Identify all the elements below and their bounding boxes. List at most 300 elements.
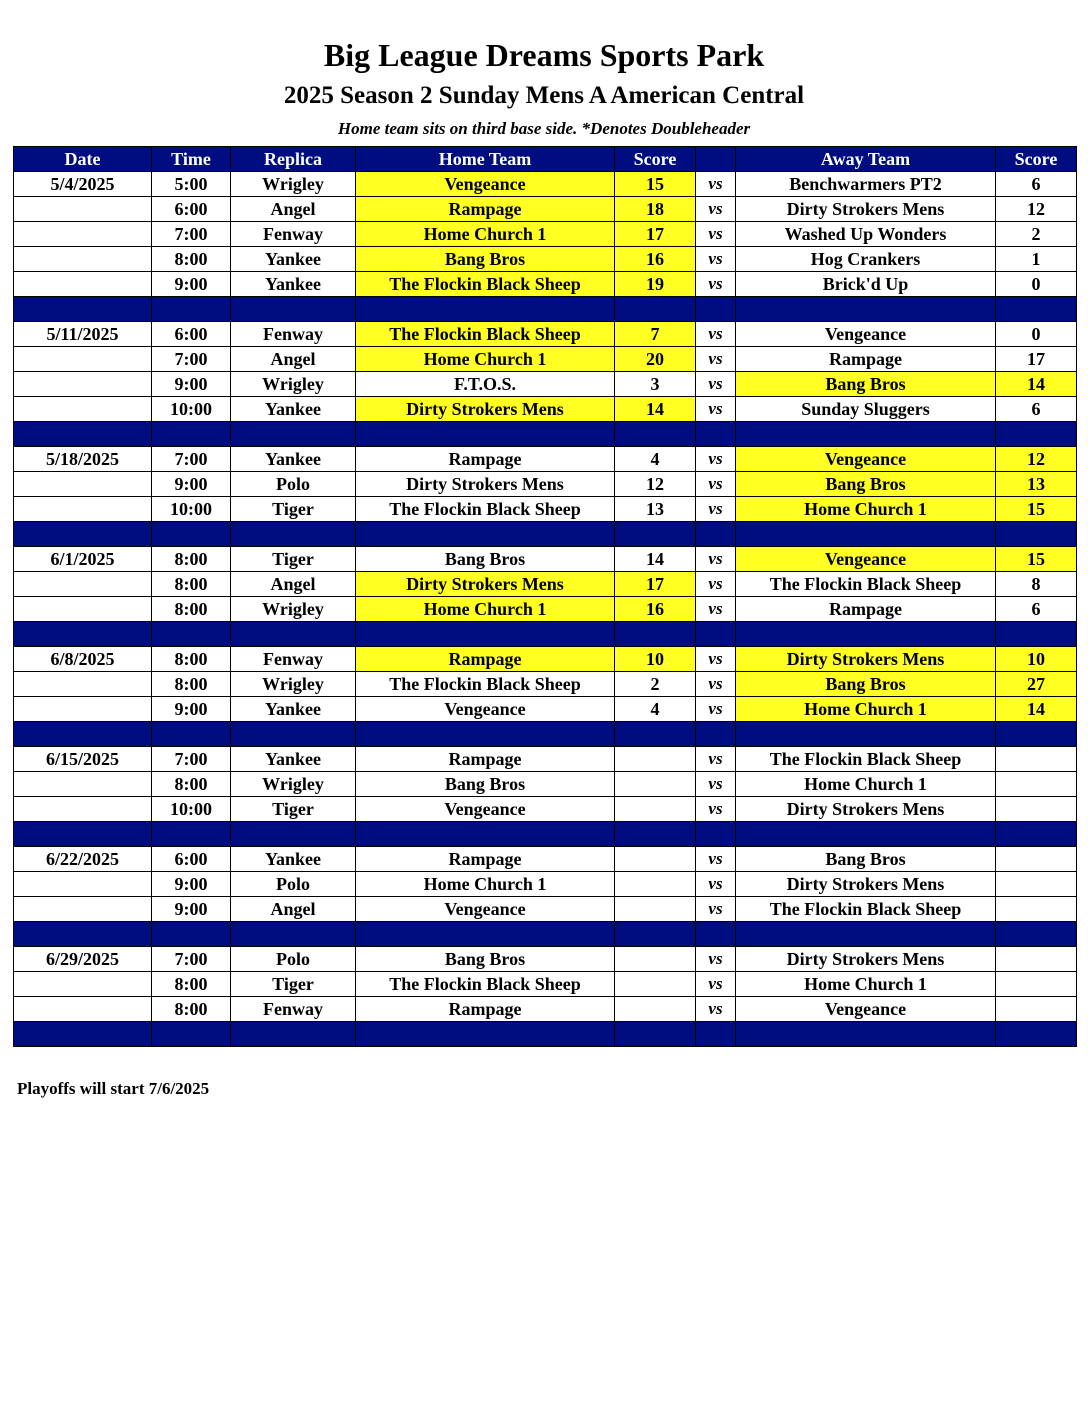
table-header-row [14, 147, 1077, 172]
date-cell [14, 572, 152, 597]
separator-cell [696, 622, 736, 647]
date-cell: 6/8/2025 [14, 647, 152, 672]
home-team-cell: Rampage [356, 747, 615, 772]
home-score-cell: 3 [615, 372, 696, 397]
home-team-cell: Dirty Strokers Mens [356, 572, 615, 597]
date-cell [14, 797, 152, 822]
date-cell: 5/11/2025 [14, 322, 152, 347]
column-header-home-team: Home Team [356, 147, 615, 172]
away-team-cell: Bang Bros [736, 372, 996, 397]
replica-cell: Yankee [231, 397, 356, 422]
home-score-cell: 14 [615, 397, 696, 422]
table-row [14, 547, 1077, 572]
table-row [14, 497, 1077, 522]
away-score-cell: 6 [996, 172, 1077, 197]
date-cell [14, 472, 152, 497]
vs-cell: vs [696, 697, 736, 722]
vs-cell: vs [696, 472, 736, 497]
away-score-cell: 14 [996, 372, 1077, 397]
table-row [14, 247, 1077, 272]
week-separator-row [14, 422, 1077, 447]
separator-cell [14, 922, 152, 947]
separator-cell [152, 622, 231, 647]
column-header-date: Date [14, 147, 152, 172]
week-separator-row [14, 922, 1077, 947]
separator-cell [996, 722, 1077, 747]
home-team-cell: Bang Bros [356, 547, 615, 572]
replica-cell: Tiger [231, 972, 356, 997]
away-score-cell: 27 [996, 672, 1077, 697]
separator-cell [152, 297, 231, 322]
table-row [14, 172, 1077, 197]
table-row [14, 397, 1077, 422]
away-team-cell: Bang Bros [736, 847, 996, 872]
table-row [14, 747, 1077, 772]
vs-cell: vs [696, 397, 736, 422]
separator-cell [356, 522, 615, 547]
column-header-away-score: Score [996, 147, 1077, 172]
separator-cell [696, 722, 736, 747]
separator-cell [615, 922, 696, 947]
away-score-cell [996, 947, 1077, 972]
away-score-cell: 17 [996, 347, 1077, 372]
replica-cell: Angel [231, 897, 356, 922]
separator-cell [14, 297, 152, 322]
separator-cell [696, 822, 736, 847]
home-team-cell: Rampage [356, 197, 615, 222]
separator-cell [996, 622, 1077, 647]
time-cell: 8:00 [152, 672, 231, 697]
date-cell [14, 897, 152, 922]
time-cell: 6:00 [152, 847, 231, 872]
date-cell [14, 972, 152, 997]
away-score-cell: 6 [996, 397, 1077, 422]
date-cell [14, 372, 152, 397]
separator-cell [152, 722, 231, 747]
date-cell [14, 247, 152, 272]
separator-cell [615, 422, 696, 447]
vs-cell: vs [696, 347, 736, 372]
vs-cell: vs [696, 247, 736, 272]
time-cell: 9:00 [152, 697, 231, 722]
week-separator-row [14, 1022, 1077, 1047]
time-cell: 7:00 [152, 222, 231, 247]
time-cell: 7:00 [152, 347, 231, 372]
replica-cell: Yankee [231, 272, 356, 297]
away-team-cell: Vengeance [736, 322, 996, 347]
separator-cell [152, 922, 231, 947]
column-header-vs [696, 147, 736, 172]
away-team-cell: Dirty Strokers Mens [736, 197, 996, 222]
table-row [14, 372, 1077, 397]
footer-note: Playoffs will start 7/6/2025 [17, 1079, 210, 1098]
date-cell: 6/29/2025 [14, 947, 152, 972]
home-team-cell: The Flockin Black Sheep [356, 497, 615, 522]
date-cell [14, 197, 152, 222]
away-score-cell: 12 [996, 197, 1077, 222]
away-team-cell: Bang Bros [736, 472, 996, 497]
table-row [14, 847, 1077, 872]
away-team-cell: Home Church 1 [736, 972, 996, 997]
replica-cell: Yankee [231, 697, 356, 722]
vs-cell: vs [696, 497, 736, 522]
home-score-cell [615, 972, 696, 997]
replica-cell: Wrigley [231, 772, 356, 797]
vs-cell: vs [696, 647, 736, 672]
separator-cell [356, 822, 615, 847]
away-score-cell: 0 [996, 272, 1077, 297]
page-subtitle: 2025 Season 2 Sunday Mens A American Central [283, 82, 805, 109]
separator-cell [736, 422, 996, 447]
away-score-cell [996, 772, 1077, 797]
away-score-cell [996, 847, 1077, 872]
separator-cell [615, 297, 696, 322]
home-team-cell: Vengeance [356, 697, 615, 722]
time-cell: 7:00 [152, 747, 231, 772]
separator-cell [231, 922, 356, 947]
column-header-home-score: Score [615, 147, 696, 172]
table-row [14, 697, 1077, 722]
time-cell: 10:00 [152, 397, 231, 422]
replica-cell: Angel [231, 572, 356, 597]
home-score-cell: 18 [615, 197, 696, 222]
home-team-cell: Rampage [356, 847, 615, 872]
separator-cell [356, 922, 615, 947]
date-cell [14, 697, 152, 722]
time-cell: 9:00 [152, 872, 231, 897]
time-cell: 6:00 [152, 322, 231, 347]
week-separator-row [14, 822, 1077, 847]
away-score-cell: 1 [996, 247, 1077, 272]
replica-cell: Tiger [231, 497, 356, 522]
vs-cell: vs [696, 372, 736, 397]
home-score-cell: 12 [615, 472, 696, 497]
date-cell [14, 347, 152, 372]
home-score-cell: 17 [615, 222, 696, 247]
replica-cell: Fenway [231, 647, 356, 672]
home-score-cell [615, 947, 696, 972]
away-team-cell: Brick'd Up [736, 272, 996, 297]
home-team-cell: Dirty Strokers Mens [356, 472, 615, 497]
time-cell: 5:00 [152, 172, 231, 197]
away-team-cell: Vengeance [736, 997, 996, 1022]
away-score-cell: 14 [996, 697, 1077, 722]
vs-cell: vs [696, 572, 736, 597]
away-team-cell: Vengeance [736, 447, 996, 472]
vs-cell: vs [696, 997, 736, 1022]
replica-cell: Angel [231, 197, 356, 222]
replica-cell: Yankee [231, 747, 356, 772]
vs-cell: vs [696, 172, 736, 197]
vs-cell: vs [696, 272, 736, 297]
away-score-cell [996, 972, 1077, 997]
away-score-cell: 12 [996, 447, 1077, 472]
time-cell: 8:00 [152, 547, 231, 572]
date-cell [14, 997, 152, 1022]
separator-cell [14, 822, 152, 847]
separator-cell [696, 922, 736, 947]
home-score-cell: 16 [615, 597, 696, 622]
replica-cell: Yankee [231, 847, 356, 872]
schedule-table [13, 146, 1077, 1047]
home-team-cell: Vengeance [356, 797, 615, 822]
home-score-cell: 10 [615, 647, 696, 672]
home-score-cell: 14 [615, 547, 696, 572]
time-cell: 9:00 [152, 272, 231, 297]
replica-cell: Polo [231, 472, 356, 497]
column-header-time: Time [152, 147, 231, 172]
home-score-cell [615, 797, 696, 822]
vs-cell: vs [696, 222, 736, 247]
away-team-cell: Sunday Sluggers [736, 397, 996, 422]
away-score-cell [996, 997, 1077, 1022]
away-team-cell: Washed Up Wonders [736, 222, 996, 247]
separator-cell [14, 1022, 152, 1047]
time-cell: 9:00 [152, 472, 231, 497]
separator-cell [615, 1022, 696, 1047]
away-team-cell: Bang Bros [736, 672, 996, 697]
replica-cell: Yankee [231, 447, 356, 472]
separator-cell [231, 822, 356, 847]
table-row [14, 597, 1077, 622]
away-team-cell: The Flockin Black Sheep [736, 897, 996, 922]
separator-cell [152, 422, 231, 447]
page-note: Home team sits on third base side. *Denotes Doubleheader [337, 119, 751, 138]
replica-cell: Yankee [231, 247, 356, 272]
away-team-cell: The Flockin Black Sheep [736, 572, 996, 597]
home-team-cell: Bang Bros [356, 247, 615, 272]
away-score-cell [996, 797, 1077, 822]
separator-cell [736, 922, 996, 947]
separator-cell [696, 1022, 736, 1047]
separator-cell [696, 522, 736, 547]
separator-cell [231, 622, 356, 647]
home-team-cell: The Flockin Black Sheep [356, 322, 615, 347]
away-score-cell: 0 [996, 322, 1077, 347]
replica-cell: Fenway [231, 997, 356, 1022]
time-cell: 7:00 [152, 447, 231, 472]
week-separator-row [14, 722, 1077, 747]
date-cell [14, 397, 152, 422]
separator-cell [231, 522, 356, 547]
separator-cell [696, 297, 736, 322]
separator-cell [356, 622, 615, 647]
vs-cell: vs [696, 322, 736, 347]
replica-cell: Fenway [231, 222, 356, 247]
replica-cell: Polo [231, 872, 356, 897]
vs-cell: vs [696, 547, 736, 572]
time-cell: 10:00 [152, 497, 231, 522]
separator-cell [736, 622, 996, 647]
separator-cell [615, 522, 696, 547]
home-score-cell [615, 747, 696, 772]
table-row [14, 472, 1077, 497]
separator-cell [615, 622, 696, 647]
time-cell: 9:00 [152, 372, 231, 397]
vs-cell: vs [696, 897, 736, 922]
date-cell [14, 872, 152, 897]
table-row [14, 997, 1077, 1022]
vs-cell: vs [696, 197, 736, 222]
vs-cell: vs [696, 847, 736, 872]
home-team-cell: Dirty Strokers Mens [356, 397, 615, 422]
home-team-cell: Rampage [356, 997, 615, 1022]
table-row [14, 197, 1077, 222]
date-cell [14, 497, 152, 522]
separator-cell [231, 1022, 356, 1047]
date-cell: 5/4/2025 [14, 172, 152, 197]
away-team-cell: Hog Crankers [736, 247, 996, 272]
separator-cell [14, 522, 152, 547]
away-team-cell: Benchwarmers PT2 [736, 172, 996, 197]
home-team-cell: Vengeance [356, 897, 615, 922]
away-score-cell: 10 [996, 647, 1077, 672]
separator-cell [152, 1022, 231, 1047]
table-row [14, 972, 1077, 997]
table-row [14, 347, 1077, 372]
date-cell: 6/1/2025 [14, 547, 152, 572]
home-team-cell: Vengeance [356, 172, 615, 197]
week-separator-row [14, 622, 1077, 647]
home-score-cell: 2 [615, 672, 696, 697]
away-score-cell: 6 [996, 597, 1077, 622]
separator-cell [356, 1022, 615, 1047]
home-score-cell: 4 [615, 697, 696, 722]
away-team-cell: Dirty Strokers Mens [736, 947, 996, 972]
away-team-cell: Rampage [736, 597, 996, 622]
home-score-cell [615, 872, 696, 897]
home-score-cell: 17 [615, 572, 696, 597]
home-team-cell: Home Church 1 [356, 222, 615, 247]
separator-cell [356, 297, 615, 322]
date-cell [14, 772, 152, 797]
table-row [14, 947, 1077, 972]
home-team-cell: F.T.O.S. [356, 372, 615, 397]
replica-cell: Wrigley [231, 172, 356, 197]
separator-cell [996, 522, 1077, 547]
separator-cell [356, 722, 615, 747]
vs-cell: vs [696, 672, 736, 697]
home-team-cell: The Flockin Black Sheep [356, 672, 615, 697]
separator-cell [736, 722, 996, 747]
away-score-cell: 15 [996, 497, 1077, 522]
week-separator-row [14, 522, 1077, 547]
home-score-cell: 20 [615, 347, 696, 372]
home-team-cell: Rampage [356, 447, 615, 472]
replica-cell: Wrigley [231, 372, 356, 397]
home-score-cell [615, 847, 696, 872]
replica-cell: Tiger [231, 547, 356, 572]
vs-cell: vs [696, 797, 736, 822]
time-cell: 7:00 [152, 947, 231, 972]
date-cell: 6/22/2025 [14, 847, 152, 872]
table-row [14, 647, 1077, 672]
table-row [14, 897, 1077, 922]
time-cell: 8:00 [152, 647, 231, 672]
time-cell: 9:00 [152, 897, 231, 922]
home-team-cell: The Flockin Black Sheep [356, 272, 615, 297]
separator-cell [696, 422, 736, 447]
home-score-cell [615, 997, 696, 1022]
separator-cell [736, 297, 996, 322]
separator-cell [615, 722, 696, 747]
separator-cell [996, 422, 1077, 447]
away-team-cell: Dirty Strokers Mens [736, 872, 996, 897]
table-row [14, 322, 1077, 347]
replica-cell: Wrigley [231, 597, 356, 622]
time-cell: 6:00 [152, 197, 231, 222]
separator-cell [615, 822, 696, 847]
page-title: Big League Dreams Sports Park [323, 37, 765, 73]
column-header-replica: Replica [231, 147, 356, 172]
vs-cell: vs [696, 747, 736, 772]
separator-cell [14, 722, 152, 747]
separator-cell [231, 422, 356, 447]
home-score-cell: 4 [615, 447, 696, 472]
away-team-cell: Vengeance [736, 547, 996, 572]
home-score-cell: 13 [615, 497, 696, 522]
away-team-cell: Rampage [736, 347, 996, 372]
date-cell [14, 222, 152, 247]
separator-cell [736, 1022, 996, 1047]
home-team-cell: Home Church 1 [356, 347, 615, 372]
vs-cell: vs [696, 447, 736, 472]
home-score-cell: 7 [615, 322, 696, 347]
table-row [14, 272, 1077, 297]
away-score-cell: 2 [996, 222, 1077, 247]
home-score-cell [615, 897, 696, 922]
time-cell: 8:00 [152, 597, 231, 622]
table-row [14, 447, 1077, 472]
away-team-cell: The Flockin Black Sheep [736, 747, 996, 772]
date-cell [14, 597, 152, 622]
column-header-away-team: Away Team [736, 147, 996, 172]
away-score-cell [996, 747, 1077, 772]
away-score-cell: 13 [996, 472, 1077, 497]
away-team-cell: Home Church 1 [736, 697, 996, 722]
table-row [14, 772, 1077, 797]
time-cell: 8:00 [152, 772, 231, 797]
date-cell: 5/18/2025 [14, 447, 152, 472]
home-team-cell: Home Church 1 [356, 872, 615, 897]
time-cell: 10:00 [152, 797, 231, 822]
date-cell [14, 272, 152, 297]
replica-cell: Polo [231, 947, 356, 972]
table-row [14, 672, 1077, 697]
separator-cell [996, 297, 1077, 322]
home-score-cell [615, 772, 696, 797]
week-separator-row [14, 297, 1077, 322]
time-cell: 8:00 [152, 972, 231, 997]
table-row [14, 222, 1077, 247]
replica-cell: Wrigley [231, 672, 356, 697]
replica-cell: Fenway [231, 322, 356, 347]
away-score-cell: 8 [996, 572, 1077, 597]
away-team-cell: Dirty Strokers Mens [736, 647, 996, 672]
home-team-cell: Rampage [356, 647, 615, 672]
home-team-cell: Bang Bros [356, 947, 615, 972]
away-team-cell: Dirty Strokers Mens [736, 797, 996, 822]
table-row [14, 797, 1077, 822]
vs-cell: vs [696, 597, 736, 622]
replica-cell: Angel [231, 347, 356, 372]
home-score-cell: 16 [615, 247, 696, 272]
separator-cell [996, 922, 1077, 947]
separator-cell [996, 822, 1077, 847]
away-score-cell: 15 [996, 547, 1077, 572]
away-score-cell [996, 897, 1077, 922]
vs-cell: vs [696, 947, 736, 972]
